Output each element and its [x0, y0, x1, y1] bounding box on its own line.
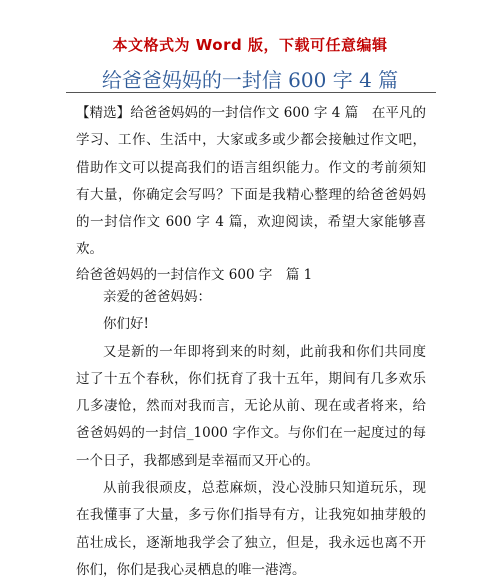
title-divider: [66, 92, 436, 93]
letter-paragraph: 又是新的一年即将到来的时刻，此前我和你们共同度过了十五个春秋，你们抚育了我十五年，期间有几多欢乐几多凄怆，然而对我而言，无论从前、现在或者将来，给爸爸妈妈的一封信_1000 字作文。与你们在一起度过的每一个日子，我都感到是幸福而又开心的。: [76, 343, 426, 469]
intro-paragraph: 【精选】给爸爸妈妈的一封信作文 600 字 4 篇 在平凡的学习、工作、生活中，大家或多或少都会接触过作文吧，借助作文可以提高我们的语言组织能力。作文的考前须知有大量，你确定会写吗？下面是我精心整理的给爸爸妈妈的一封信作文 600 字 4 篇，欢迎阅读，希望大家能够喜欢。: [76, 105, 426, 258]
page-title: 给爸爸妈妈的一封信 600 字 4 篇: [101, 68, 399, 92]
format-banner: 本文格式为 Word 版，下载可任意编辑: [112, 36, 388, 54]
letter-greeting: 你们好!: [103, 316, 149, 333]
section-heading: 给爸爸妈妈的一封信作文 600 字 篇 1: [76, 267, 313, 283]
letter-body: [76, 284, 426, 584]
letter-salutation: 亲爱的爸爸妈妈：: [103, 289, 211, 305]
letter-paragraph: 从前我很顽皮，总惹麻烦，没心没肺只知道玩乐，现在我懂事了大量，多亏你们指导有方，让我宛如抽芽般的茁壮成长，逐渐地我学会了独立，但是，我永远也离不开你们，你们是我心灵栖息的唯一港湾。: [76, 480, 426, 578]
